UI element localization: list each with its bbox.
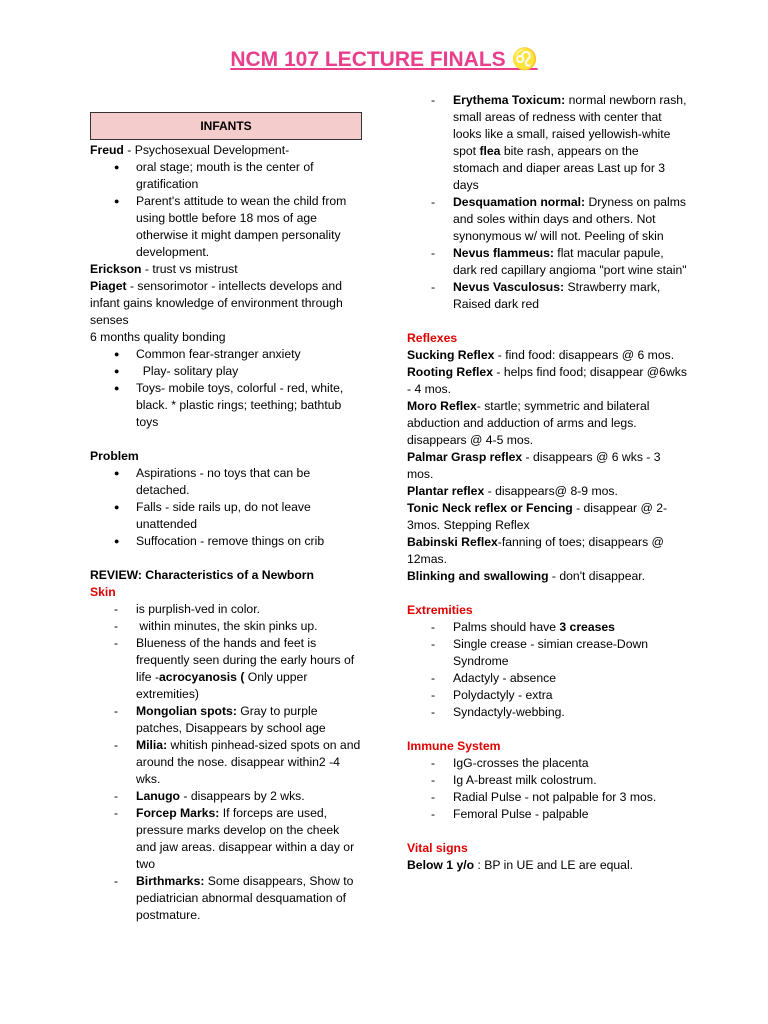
extremities-heading: Extremities [407, 603, 473, 617]
item-term: Forcep Marks: [136, 806, 220, 820]
list-item: ● Falls - side rails up, do not leave unattended [90, 499, 362, 533]
freud-text: - Psychosexual Development- [123, 143, 290, 157]
list-item [407, 500, 687, 534]
item-text: Polydactyly - extra [453, 688, 553, 702]
problem-heading [90, 448, 362, 465]
item-text: Gray to purple patches, Disappears by school age [136, 704, 326, 735]
list-item [407, 245, 687, 279]
left-column [90, 112, 362, 924]
list-item [407, 364, 687, 398]
item-text: -fanning of toes; disappears @ 12mas. [407, 535, 664, 566]
item-text: normal newborn rash, small areas of redness with center that looks like a small, raised yellowish-white spot [453, 93, 687, 158]
item-text: Blueness of the hands and feet is frequently seen during the early hours of life - [136, 636, 355, 684]
piaget-text: - sensorimotor - intellects develops and infant gains knowledge of environment through senses [90, 279, 343, 327]
list-item [90, 873, 362, 924]
list-item [90, 601, 362, 618]
item-term: Plantar reflex [407, 484, 485, 498]
erickson-line [90, 261, 362, 278]
list-item [407, 704, 687, 721]
list-item [90, 737, 362, 788]
reflexes-list [407, 347, 687, 585]
item-text: Dryness on palms and soles within days and others. Not synonymous w/ will not. Peeling of skin [453, 195, 686, 243]
item-term: 3 creases [559, 620, 615, 634]
problem-bullets [90, 465, 362, 550]
erickson-text: - trust vs mistrust [141, 262, 238, 276]
item-term: Birthmarks: [136, 874, 205, 888]
item-term: Moro Reflex [407, 399, 477, 413]
item-text: If forceps are used, pressure marks develop on the cheek and jaw areas. disappear within a day or two [136, 806, 355, 871]
list-item [90, 618, 362, 635]
item-term: Erythema Toxicum: [453, 93, 566, 107]
item-term: Palmar Grasp reflex [407, 450, 523, 464]
list-item: ● oral stage; mouth is the center of gratification [90, 159, 362, 193]
list-item [407, 687, 687, 704]
review-heading: REVIEW: Characteristics of a Newborn [90, 568, 314, 582]
list-item [407, 398, 687, 449]
item-term: Milia: [136, 738, 168, 752]
item-text: bite rash, appears on the stomach and diaper areas Last up for 3 days [453, 144, 666, 192]
freud-term: Freud [90, 143, 124, 157]
item-term: Desquamation normal: [453, 195, 586, 209]
vitals-heading: Vital signs [407, 841, 468, 855]
list-item [407, 194, 687, 245]
item-term: Tonic Neck reflex or Fencing [407, 501, 573, 515]
list-item: - Femoral Pulse - palpable [407, 806, 687, 823]
list-item: - Ig A-breast milk colostrum. [407, 772, 687, 789]
list-item: - IgG-crosses the placenta [407, 755, 687, 772]
item-text: flat macular papule, dark red capillary angioma "port wine stain" [453, 246, 687, 277]
item-text: Only upper extremities) [136, 670, 308, 701]
list-item [407, 483, 687, 500]
list-item [407, 449, 687, 483]
list-item [407, 347, 687, 364]
item-text: - startle; symmetric and bilateral abduction and adduction of arms and legs. disappears @ 4-5 mos. [407, 399, 650, 447]
infants-box: INFANTS [90, 112, 362, 140]
list-item [407, 670, 687, 687]
vitals-term: Below 1 y/o [407, 858, 475, 872]
right-column [407, 92, 687, 874]
list-item: ● Parent's attitude to wean the child from using bottle before 18 mos of age otherwise it might dampen personality development. [90, 193, 362, 261]
item-text: Palms should have [453, 620, 560, 634]
list-item [407, 92, 687, 194]
skin-list-continued [407, 92, 687, 313]
reflexes-heading: Reflexes [407, 331, 458, 345]
list-item: ● Toys- mobile toys, colorful - red, white, black. * plastic rings; teething; bathtub toys [90, 380, 362, 431]
item-text: Adactyly - absence [453, 671, 556, 685]
item-term: Sucking Reflex [407, 348, 495, 362]
item-term: Nevus flammeus: [453, 246, 554, 260]
list-item: - Radial Pulse - not palpable for 3 mos. [407, 789, 687, 806]
skin-list [90, 601, 362, 924]
item-term: Mongolian spots: [136, 704, 237, 718]
item-text: Some disappears, Show to pediatrician abnormal desquamation of postmature. [136, 874, 354, 922]
list-item [90, 703, 362, 737]
freud-bullets [90, 159, 362, 261]
vitals-line [407, 857, 687, 874]
item-text: - disappear @ 2-3mos. Stepping Reflex [407, 501, 668, 532]
list-item [90, 805, 362, 873]
item-text: Single crease - simian crease-Down Syndrome [453, 637, 649, 668]
item-text: - find food: disappears @ 6 mos. [494, 348, 675, 362]
item-text: - disappears@ 8-9 mos. [484, 484, 618, 498]
item-text: - disappears @ 6 wks - 3 mos. [407, 450, 661, 481]
item-text: whitish pinhead-sized spots on and around the nose. disappear within2 -4 wks. [136, 738, 361, 786]
item-term: flea [479, 144, 501, 158]
list-item [90, 635, 362, 703]
document-title: NCM 107 LECTURE FINALS ♌ [230, 48, 538, 71]
item-text: - helps find food; disappear @6wks - 4 mos. [407, 365, 687, 396]
bonding-bullets [90, 346, 362, 431]
list-item: ● Common fear-stranger anxiety [90, 346, 362, 363]
freud-line [90, 142, 362, 159]
item-term: Rooting Reflex [407, 365, 493, 379]
list-item: ● Aspirations - no toys that can be detached. [90, 465, 362, 499]
immune-heading: Immune System [407, 739, 501, 753]
piaget-line [90, 278, 362, 329]
item-text: - don't disappear. [548, 569, 646, 583]
item-term: acrocyanosis ( [159, 670, 245, 684]
item-term: Babinski Reflex [407, 535, 498, 549]
list-item: ● Suffocation - remove things on crib [90, 533, 362, 550]
vitals-text: : BP in UE and LE are equal. [474, 858, 634, 872]
list-item: ● Play- solitary play [90, 363, 362, 380]
item-text: is purplish-ved in color. [136, 602, 260, 616]
erickson-term: Erickson [90, 262, 142, 276]
list-item [407, 279, 687, 313]
problem-heading-text: Problem [90, 449, 139, 463]
bonding-line: 6 months quality bonding [90, 330, 226, 344]
list-item [407, 534, 687, 568]
list-item [90, 788, 362, 805]
list-item [407, 636, 687, 670]
list-item [407, 568, 687, 585]
piaget-term: Piaget [90, 279, 127, 293]
list-item [407, 619, 687, 636]
item-term: Blinking and swallowing [407, 569, 549, 583]
item-text: - disappears by 2 wks. [180, 789, 305, 803]
item-text: Syndactyly-webbing. [453, 705, 565, 719]
extremities-list [407, 619, 687, 721]
item-text: within minutes, the skin pinks up. [136, 619, 318, 633]
item-text: Strawberry mark, Raised dark red [453, 280, 661, 311]
item-term: Lanugo [136, 789, 181, 803]
item-term: Nevus Vasculosus: [453, 280, 565, 294]
skin-heading: Skin [90, 585, 116, 599]
immune-list [407, 755, 687, 823]
